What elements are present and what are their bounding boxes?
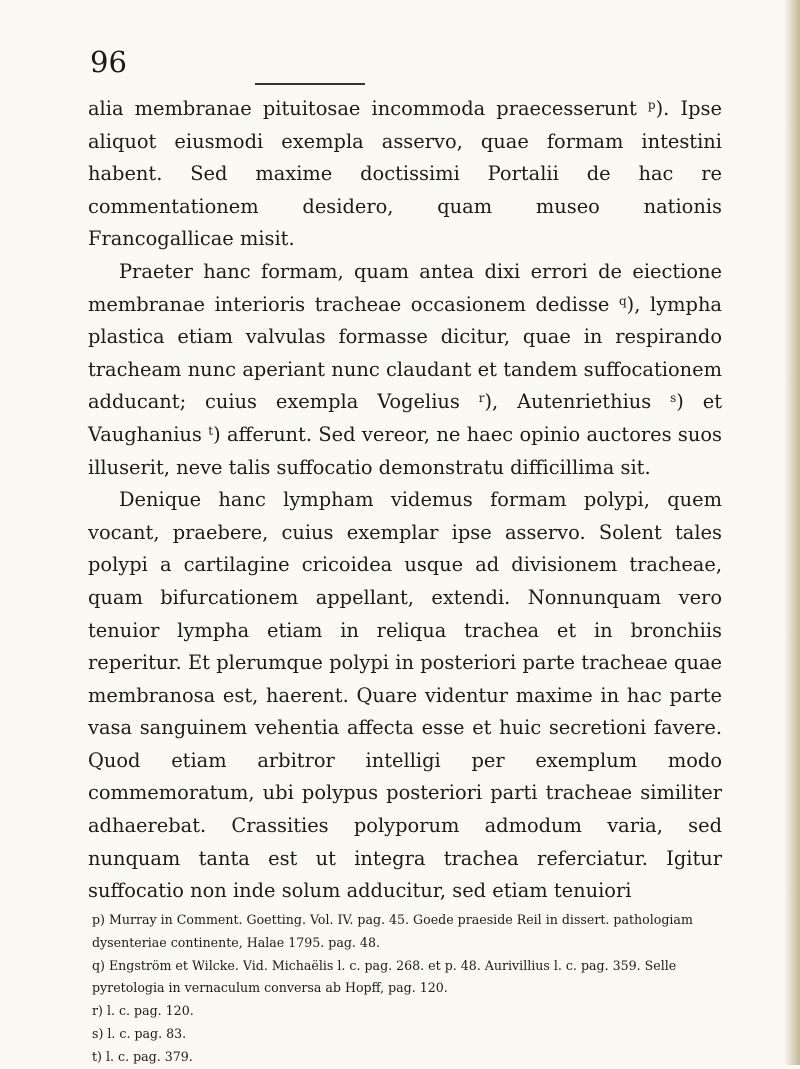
footnote-text: Murray in Comment. Goetting. Vol. IV. pag. 45. Goede praeside Reil in dissert. pathologiam dysenteriae continente, Halae 1795. pag. 48.: [92, 912, 693, 950]
footnote-s: [92, 1023, 722, 1046]
footnote-text: l. c. pag. 379.: [105, 1048, 193, 1064]
paragraph-text: ) afferunt. Sed vereor, ne haec opinio auctores suos illuserit, neve talis suffocatio demonstratu difficillima sit.: [88, 422, 722, 479]
footnote-label: q): [92, 957, 105, 973]
footnotes: [92, 909, 722, 1069]
footnote-text: l. c. pag. 83.: [107, 1025, 187, 1041]
paragraph-2: [88, 256, 722, 484]
paragraph-text: ). Ipse aliquot eiusmodi exempla asservo, quae formam intestini habent. Sed maxime doctissimi Portalii de hac re commentationem desidero, quam museo nationis Francogallicae misit.: [88, 97, 722, 251]
footnote-label: s): [92, 1025, 104, 1041]
footnote-r: [92, 1000, 722, 1023]
page-header: [90, 45, 710, 95]
body-text: [88, 93, 722, 908]
paragraph-text: ), lympha plastica etiam valvulas formasse dicitur, quae in respirando tracheam nunc aperiant nunc claudant et tandem suffocationem adducant; cuius exempla Vogelius: [88, 292, 722, 414]
paragraph-text: ), Autenriethius: [484, 390, 671, 414]
paragraph-3: Denique hanc lympham videmus formam polypi, quem vocant, praebere, cuius exemplar ipse asservo. Solent tales polypi a cartilagine cricoidea usque ad divisionem tracheae, quam bifurcationem appellant, extendi. Nonnunquam vero tenuior lympha etiam in reliqua trachea et in bronchiis reperitur. Et plerumque polypi in posteriori parte tracheae quae membranosa est, haerent. Quare videntur maxime in hac parte vasa sanguinem vehentia affecta esse et huic secretioni favere. Quod etiam arbitror intelligi per exemplum modo commemoratum, ubi polypus posteriori parti tracheae similiter adhaerebat. Crassities polyporum admodum varia, sed nunquam tanta est ut integra trachea referciatur. Igitur suffocatio non inde solum adducitur, sed etiam tenuiori: [88, 488, 722, 903]
footnote-ref-p: p: [647, 98, 656, 112]
paragraph-text: alia membranae pituitosae incommoda praecesserunt: [88, 97, 648, 120]
footnote-p: [92, 909, 722, 955]
paragraph-1: [88, 93, 722, 256]
page-edge-shadow: [784, 0, 800, 1065]
paragraph-text: Praeter hanc formam, quam antea dixi errori de eiectione membranae interioris tracheae occasionem dedisse: [88, 259, 722, 316]
footnote-t: [92, 1046, 722, 1069]
paragraph-text: ) et Vaughanius: [88, 390, 723, 446]
footnote-text: Engström et Wilcke. Vid. Michaëlis l. c. pag. 268. et p. 48. Aurivillius l. c. pag. 359. Selle pyretologia in vernaculum conversa ab Hopff, pag. 120.: [92, 957, 677, 996]
footnote-label: r): [92, 1003, 103, 1019]
footnote-label: t): [92, 1048, 102, 1064]
footnote-ref-t: t: [208, 423, 214, 438]
footnote-text: l. c. pag. 120.: [106, 1003, 194, 1019]
header-rule: [255, 83, 365, 85]
footnote-ref-s: s: [670, 391, 677, 406]
footnote-ref-q: q: [618, 293, 627, 308]
footnote-q: [92, 955, 722, 1001]
page-number: 96: [90, 45, 127, 79]
footnote-label: p): [92, 912, 105, 927]
footnote-ref-r: r: [478, 391, 485, 406]
